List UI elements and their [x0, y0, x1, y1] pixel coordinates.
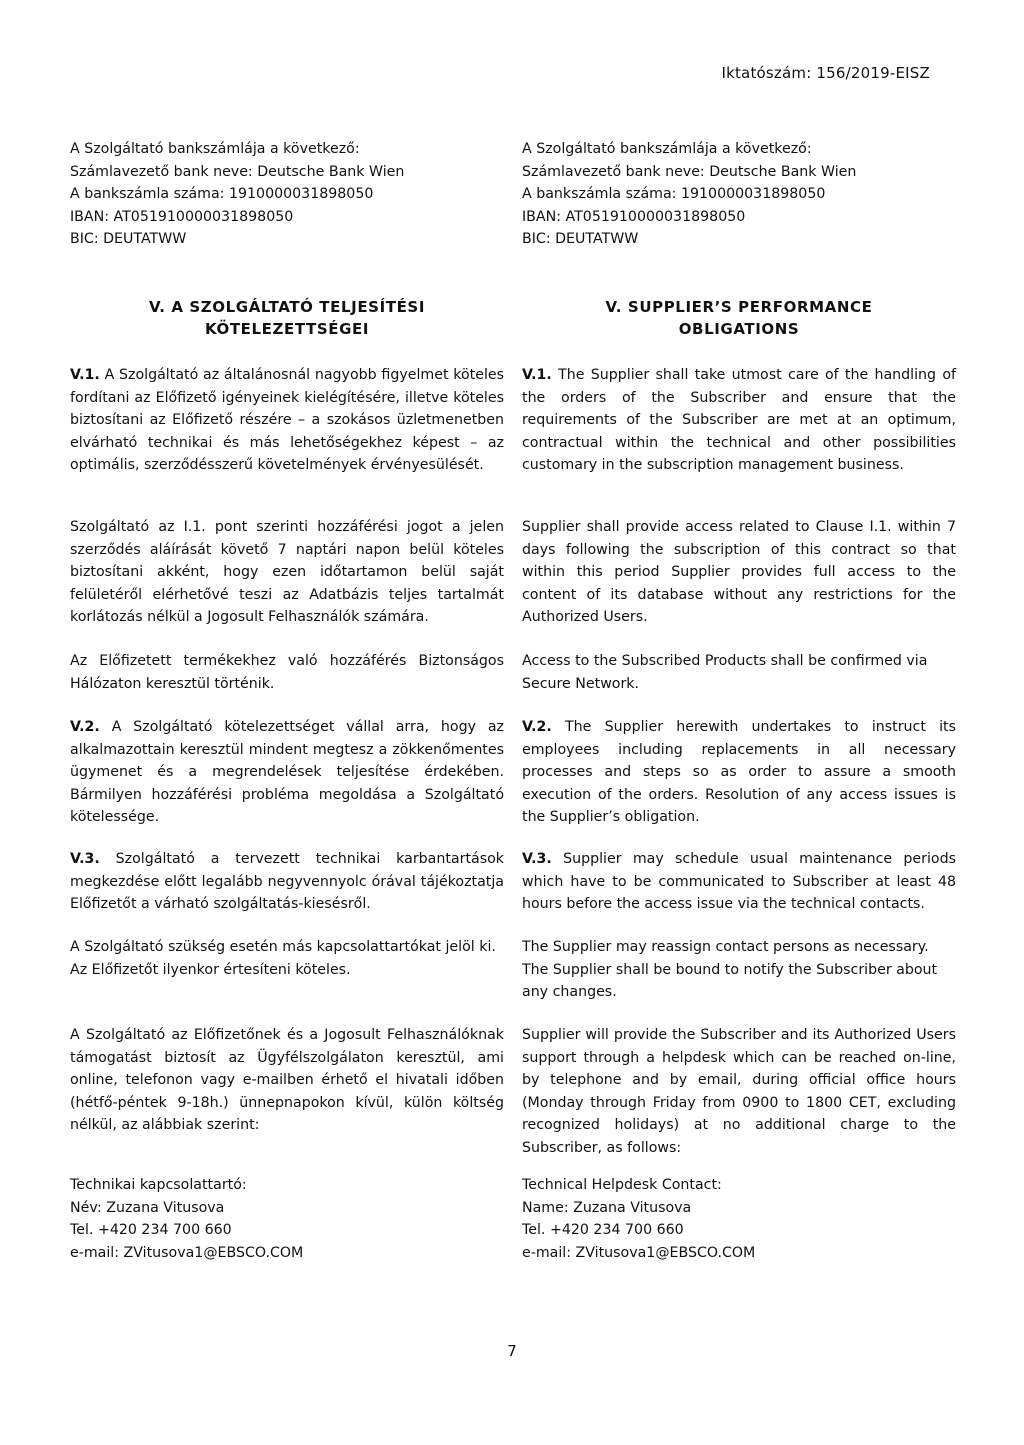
clause-v2-hu — [70, 716, 504, 829]
bank-line: BIC: DEUTATWW — [522, 231, 639, 247]
page-number: 7 — [507, 1342, 517, 1360]
secure-network-paragraph-en: Access to the Subscribed Products shall be confirmed via Secure Network. — [522, 653, 928, 692]
clause-text: The Supplier shall take utmost care of the handling of the orders of the Subscriber and ensure that the requirements of the Subscriber are met at an optimum, contractual within the technical and other possibilities customary in the subscription management business. — [522, 367, 956, 473]
contact-line: Tel. +420 234 700 660 — [70, 1222, 232, 1238]
clause-text: Szolgáltató a tervezett technikai karbantartások megkezdése előtt legalább negyvennyolc órával tájékoztatja Előfizetőt a várható szolgáltatás-kiesésről. — [70, 851, 504, 912]
section-heading-hu — [70, 296, 504, 340]
contacts-paragraph-en: The Supplier may reassign contact persons as necessary. The Supplier shall be bound to notify the Subscriber about any changes. — [522, 939, 938, 1000]
heading-line: V. A SZOLGÁLTATÓ TELJESÍTÉSI — [148, 298, 426, 316]
bank-details-en — [522, 138, 956, 251]
bank-details-hu — [70, 138, 504, 251]
clause-text: The Supplier herewith undertakes to instruct its employees including replacements in all necessary processes and steps so as order to assure a smooth execution of the orders. Resolution of any access issues is the Supplier’s obligation. — [522, 719, 956, 825]
clause-v3-en — [522, 848, 956, 916]
clause-number: V.2. — [70, 719, 100, 735]
clause-v2-en — [522, 716, 956, 829]
contacts-paragraph-hu: A Szolgáltató szükség esetén más kapcsolattartókat jelöl ki. Az Előfizetőt ilyenkor értesíteni köteles. — [70, 939, 496, 978]
contact-line: Technical Helpdesk Contact: — [522, 1177, 722, 1193]
clause-text: Supplier may schedule usual maintenance periods which have to be communicated to Subscriber at least 48 hours before the access issue via the technical contacts. — [522, 851, 956, 912]
document-reference-number: Iktatószám: 156/2019-EISZ — [721, 64, 930, 82]
clause-v1-en — [522, 364, 956, 477]
clause-number: V.2. — [522, 719, 552, 735]
bank-line: A Szolgáltató bankszámlája a következő: — [522, 141, 812, 157]
access-paragraph-hu: Szolgáltató az I.1. pont szerinti hozzáférési jogot a jelen szerződés aláírását követő 7 naptári napon belül köteles biztosítani akként, hogy ezen időtartamon belül saját felületéről elérhetővé teszi az Adatbázis teljes tartalmát korlátozás nélkül a Jogosult Felhasználók számára. — [70, 519, 504, 625]
clause-number: V.3. — [522, 851, 552, 867]
section-heading-en — [522, 296, 956, 340]
secure-network-paragraph-hu: Az Előfizetett termékekhez való hozzáférés Biztonságos Hálózaton keresztül történik. — [70, 653, 504, 692]
bank-line: IBAN: AT051910000031898050 — [70, 208, 294, 225]
contact-line: Tel. +420 234 700 660 — [522, 1222, 684, 1238]
clause-number: V.1. — [522, 367, 552, 383]
contact-line: Technikai kapcsolattartó: — [70, 1177, 247, 1193]
contact-line: Name: Zuzana Vitusova — [522, 1199, 692, 1216]
access-paragraph-en: Supplier shall provide access related to Clause I.1. within 7 days following the subscription of this contract so that within this period Supplier provides full access to the content of its database without any restrictions for the Authorized Users. — [522, 519, 956, 625]
clause-number: V.3. — [70, 851, 100, 867]
clause-number: V.1. — [70, 367, 100, 383]
clause-v3-hu — [70, 848, 504, 916]
bank-line: Számlavezető bank neve: Deutsche Bank Wien — [70, 163, 405, 180]
technical-contact-hu — [70, 1174, 504, 1264]
heading-line: KÖTELEZETTSÉGEI — [204, 320, 370, 338]
bank-line: A Szolgáltató bankszámlája a következő: — [70, 141, 360, 157]
bank-line: Számlavezető bank neve: Deutsche Bank Wien — [522, 163, 857, 180]
technical-contact-en — [522, 1174, 956, 1264]
heading-line: OBLIGATIONS — [678, 320, 800, 338]
bank-line: IBAN: AT051910000031898050 — [522, 208, 746, 225]
bank-line: A bankszámla száma: 1910000031898050 — [70, 186, 374, 202]
support-paragraph-en: Supplier will provide the Subscriber and its Authorized Users support through a helpdesk which can be reached on-line, by telephone and by email, during official office hours (Monday through Friday from 0900 to 1800 CET, excluding recognized holidays) at no additional charge to the Subscriber, as follows: — [522, 1027, 956, 1156]
clause-v1-hu — [70, 364, 504, 477]
clause-text: A Szolgáltató az általánosnál nagyobb figyelmet köteles fordítani az Előfizető igényeinek kielégítésére, illetve köteles biztosítani az Előfizető részére – a szokásos üzletmenetben elvárható technikai és más lehetőségekhez képest – az optimális, szerződésszerű követelmények érvényesülését. — [70, 367, 505, 473]
clause-text: A Szolgáltató kötelezettséget vállal arra, hogy az alkalmazottain keresztül mindent megtesz a zökkenőmentes ügymenet és a megrendelések teljesítése érdekében. Bármilyen hozzáférési probléma megoldása a Szolgáltató kötelessége. — [70, 719, 504, 825]
contact-line: e-mail: ZVitusova1@EBSCO.COM — [522, 1244, 756, 1261]
contact-line: e-mail: ZVitusova1@EBSCO.COM — [70, 1244, 304, 1261]
support-paragraph-hu: A Szolgáltató az Előfizetőnek és a Jogosult Felhasználóknak támogatást biztosít az Ügyfélszolgálaton keresztül, ami online, telefonon vagy e-mailben érhető el hivatali időben (hétfő-péntek 9-18h.) ünnepnapokon kívül, külön költség nélkül, az alábbiak szerint: — [70, 1027, 504, 1133]
bank-line: BIC: DEUTATWW — [70, 231, 187, 247]
contact-line: Név: Zuzana Vitusova — [70, 1199, 225, 1216]
bank-line: A bankszámla száma: 1910000031898050 — [522, 186, 826, 202]
heading-line: V. SUPPLIER’S PERFORMANCE — [605, 298, 873, 316]
